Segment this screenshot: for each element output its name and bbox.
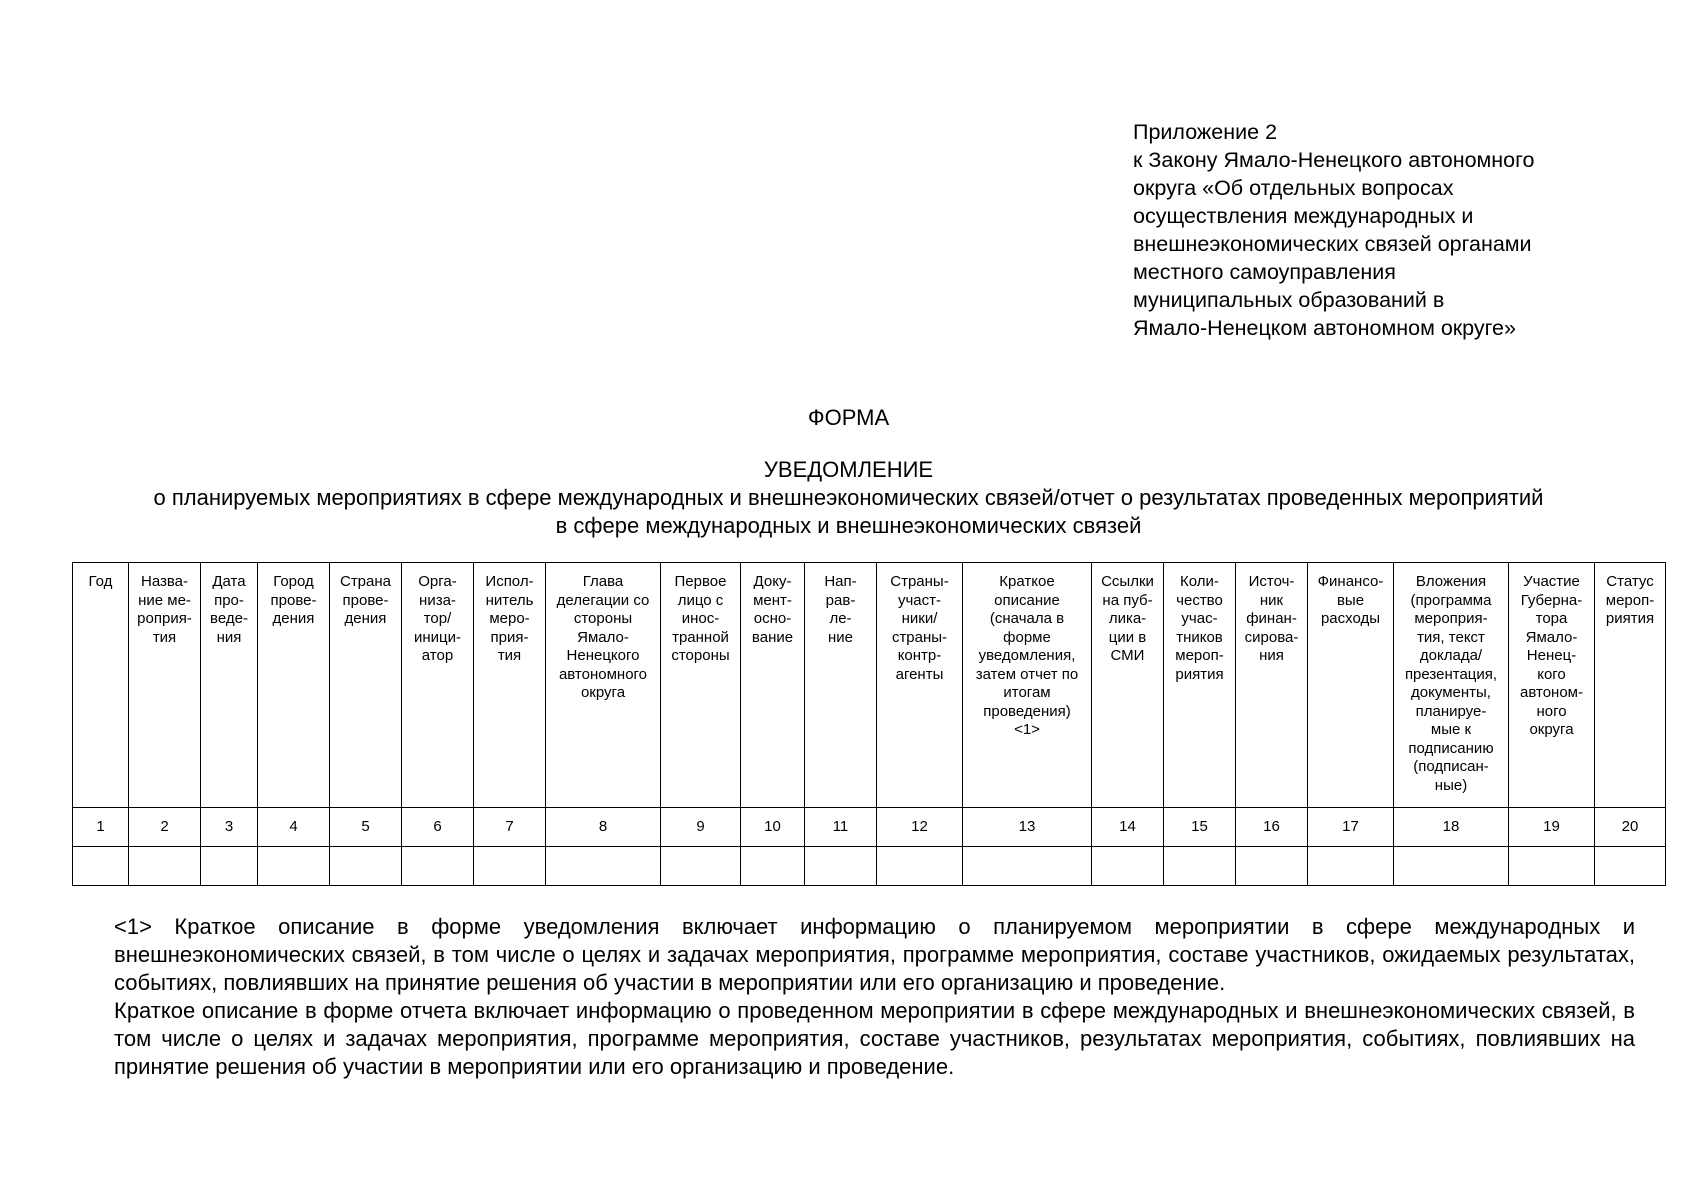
column-header-line: Краткое [999,573,1055,590]
column-header-line: нитель [485,591,534,609]
column-header-line: тия [152,628,177,646]
column-header-line: мые к [1430,721,1472,738]
column-header-line: учас- [1181,610,1218,627]
empty-cell [1595,847,1666,886]
empty-cell [129,847,201,886]
column-header-line: ле- [829,610,852,627]
empty-cell [805,847,877,886]
column-header-line: сирова- [1244,628,1299,646]
table-empty-row [73,847,1666,886]
column-header-line: тия, текст [1417,628,1485,646]
column-number: 15 [1164,808,1236,847]
column-header-line: автономного [558,665,648,683]
column-header-line: округа [1529,721,1574,738]
appendix-line: внешнеэкономических связей органами [1133,232,1532,256]
column-header-line: меро- [489,610,530,627]
column-header-line: (сначала в [989,610,1065,627]
column-header-line: Город [273,573,314,590]
column-header [474,563,546,808]
column-header-line: на пуб- [1102,591,1153,609]
column-header-line: осно- [753,610,792,627]
column-header-line: затем отчет по [975,665,1079,683]
column-header-line: чество [1176,591,1223,609]
column-header-line: мероп- [1175,647,1224,664]
column-header [1394,563,1509,808]
column-header-line: ние [827,628,853,646]
column-header-line: лицо с [677,591,724,609]
table-number-row [73,808,1666,847]
column-number: 18 [1394,808,1509,847]
column-header-line: Нап- [824,573,857,590]
column-header-line: прове- [270,591,317,609]
column-header-line: агенты [895,665,944,683]
empty-cell [1308,847,1394,886]
column-header-line: (программа [1410,591,1492,609]
column-header-line: Первое [674,573,727,590]
column-header [877,563,963,808]
column-number: 14 [1092,808,1164,847]
column-header-line: Страна [339,573,391,590]
column-header-line: Коли- [1180,573,1219,590]
appendix-line: Приложение 2 [1133,120,1278,144]
column-header [805,563,877,808]
column-header-line: мероприя- [1414,610,1488,627]
column-number: 8 [546,808,661,847]
column-header-line: Источ- [1248,573,1295,590]
column-header-line: стороны [573,610,633,627]
column-header-line: проведения) [983,702,1071,720]
column-number: 6 [402,808,474,847]
empty-cell [741,847,805,886]
column-header-line: транной [672,628,729,646]
column-header-line: тора [1535,610,1568,627]
column-header [201,563,258,808]
column-header-line: участ- [897,591,942,609]
column-header-line: дения [344,610,387,627]
column-header [1092,563,1164,808]
column-header-line: подписанию [1408,739,1494,757]
empty-cell [474,847,546,886]
column-header [1308,563,1394,808]
column-header-line: ния [1259,647,1284,664]
column-header-line: роприя- [137,610,192,627]
column-header-line: ции в [1108,628,1147,646]
empty-cell [201,847,258,886]
column-header-line: округа [580,684,626,701]
column-header-line: Статус [1606,573,1654,590]
appendix-block [1133,118,1653,342]
column-header-line: контр- [897,647,942,664]
column-header-line: <1> [1014,721,1040,738]
column-header-line: презентация, [1404,665,1498,683]
column-header-line: (подписан- [1413,758,1489,775]
column-header-line: мент- [753,591,792,609]
table-header-row [73,563,1666,808]
column-header [1595,563,1666,808]
column-header-line: веде- [210,610,248,627]
column-header-line: страны- [891,628,948,646]
column-header-line: тия [497,647,522,664]
column-header-line: Ссылки [1101,573,1154,590]
column-header-line: иници- [413,628,461,646]
column-number: 9 [661,808,741,847]
column-header-line: риятия [1605,610,1655,627]
column-number: 20 [1595,808,1666,847]
column-header-line: Участие [1523,573,1580,590]
column-header-line: Ямало- [1525,628,1578,646]
column-header-line: Орга- [418,573,457,590]
column-header-line: Глава [582,573,624,590]
notice-subtitle: о планируемых мероприятиях в сфере международных и внешнеэкономических связей/отчет о результатах проведенных мероприятий в сфере международных и внешнеэкономических связей [153,485,1544,538]
column-header-line: финан- [1246,610,1297,627]
column-header-line: прове- [342,591,389,609]
column-number: 11 [805,808,877,847]
column-header-line: вые [1336,591,1365,609]
empty-cell [877,847,963,886]
empty-cell [661,847,741,886]
empty-cell [258,847,330,886]
column-header-line: риятия [1175,665,1224,683]
empty-cell [1236,847,1308,886]
column-header-line: СМИ [1110,647,1145,664]
column-header-line: Финансо- [1317,573,1384,590]
column-header-line: планируе- [1415,702,1487,720]
column-header-line: вание [751,628,794,646]
column-header-line: делегации со [556,591,650,609]
column-header-line: лика- [1108,610,1147,627]
column-header-line: ния [216,628,242,646]
column-header-line: дения [272,610,315,627]
column-header-line: автоном- [1520,684,1583,701]
column-header-line: расходы [1320,610,1381,627]
empty-cell [963,847,1092,886]
column-header-line: кого [1537,665,1566,683]
column-header-line: Год [88,573,113,590]
column-number: 19 [1509,808,1595,847]
empty-cell [1509,847,1595,886]
column-header-line: низа- [419,591,456,609]
column-header-line: прия- [490,628,529,646]
column-number: 13 [963,808,1092,847]
column-number: 1 [73,808,129,847]
column-header-line: про- [214,591,244,609]
column-header-line: Дата [212,573,246,590]
column-header-line: мероп- [1605,591,1655,609]
column-header-line: доклада/ [1419,647,1483,664]
column-header-line: Ненец- [1526,647,1577,664]
column-header [546,563,661,808]
column-header [129,563,201,808]
column-header [963,563,1092,808]
column-header-line: Доку- [753,573,792,590]
column-header-line: описание [994,591,1060,609]
column-header-line: Назва- [140,573,189,590]
column-header-line: стороны [671,647,730,664]
column-header [330,563,402,808]
column-header-line: Страны- [890,573,949,590]
column-number: 12 [877,808,963,847]
column-header [258,563,330,808]
column-header-line: Вложения [1415,573,1487,590]
column-header [661,563,741,808]
empty-cell [402,847,474,886]
column-header-line: ние ме- [138,591,191,609]
column-header-line: тников [1176,628,1223,646]
column-header-line: ные) [1434,776,1468,794]
column-number: 2 [129,808,201,847]
appendix-line: осуществления международных и [1133,204,1474,228]
empty-cell [1394,847,1509,886]
column-number: 17 [1308,808,1394,847]
column-header-line: рав- [825,591,856,609]
column-header [73,563,129,808]
footnote-report: Краткое описание в форме отчета включает информацию о проведенном мероприятии в сфере международных и внешнеэкономических связей, в том числе о целях и задачах мероприятия, программе мероприятия, составе участников, результатах мероприятия, событиях, повлиявших на принятие решения об участии в мероприятии или его организацию и проведение. [114,998,1635,1079]
footnote-notification: <1> Краткое описание в форме уведомления включает информацию о планируемом мероприятии в сфере международных и внешнеэкономических связей, в том числе о целях и задачах мероприятия, программе мероприятия, составе участников, ожидаемых результатах, событиях, повлиявших на принятие решения об участии в мероприятии или его организацию и проведение. [114,914,1635,995]
appendix-line: муниципальных образований в [1133,288,1445,312]
column-header-line: ного [1536,702,1567,720]
column-header-line: инос- [681,610,720,627]
appendix-line: к Закону Ямало-Ненецкого автономного [1133,148,1535,172]
form-label: ФОРМА [807,405,890,430]
column-header-line: Ямало- [577,628,629,646]
column-header [741,563,805,808]
empty-cell [546,847,661,886]
column-header-line: Ненецкого [566,647,640,664]
column-number: 16 [1236,808,1308,847]
column-header-line: документы, [1411,684,1491,701]
column-header [402,563,474,808]
notice-title: УВЕДОМЛЕНИЕ [763,457,934,482]
column-header [1509,563,1595,808]
notification-form-table [72,562,1666,886]
column-header-line: итогам [1003,684,1051,701]
empty-cell [330,847,402,886]
empty-cell [73,847,129,886]
column-header-line: Губерна- [1520,591,1583,609]
column-header [1236,563,1308,808]
column-number: 7 [474,808,546,847]
column-header-line: уведомления, [978,647,1076,664]
column-header-line: Испол- [485,573,534,590]
column-number: 4 [258,808,330,847]
column-number: 10 [741,808,805,847]
appendix-line: Ямало-Ненецком автономном округе» [1133,316,1516,340]
column-header-line: форме [1003,628,1051,646]
column-header [1164,563,1236,808]
column-number: 5 [330,808,402,847]
empty-cell [1092,847,1164,886]
column-header-line: ник [1259,591,1284,609]
column-header-line: тор/ [423,610,452,627]
appendix-line: округа «Об отдельных вопросах [1133,176,1454,200]
empty-cell [1164,847,1236,886]
appendix-line: местного самоуправления [1133,260,1396,284]
column-header-line: ники/ [901,610,938,627]
column-header-line: атор [421,647,454,664]
column-number: 3 [201,808,258,847]
footnotes [114,913,1635,1081]
